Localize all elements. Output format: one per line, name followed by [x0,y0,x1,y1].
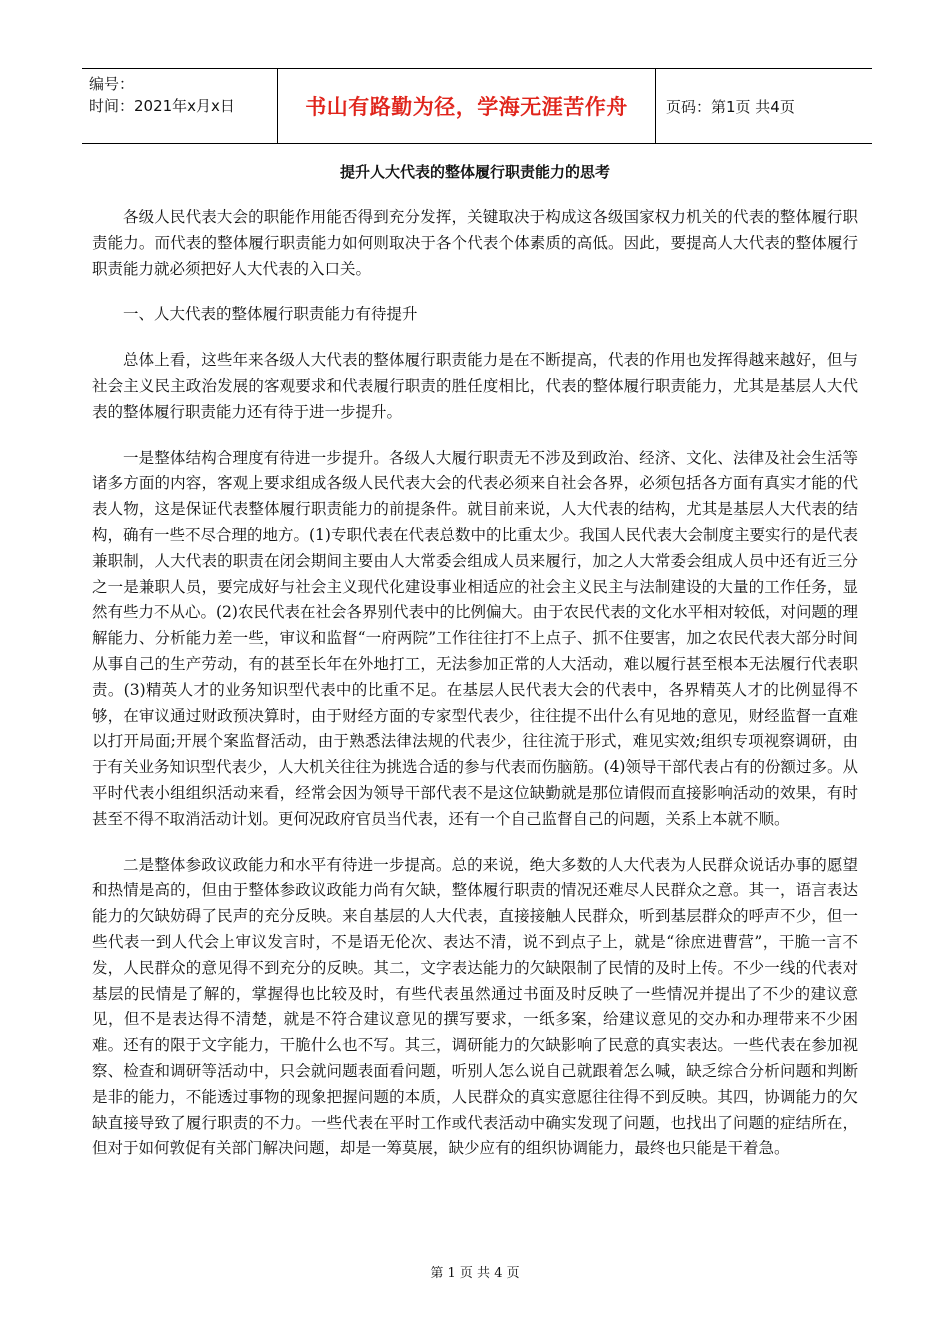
document-title: 提升人大代表的整体履行职责能力的思考 [339,163,610,181]
section-heading-1: 一、人大代表的整体履行职责能力有待提升 [123,305,418,324]
header-page-cell [656,69,872,143]
paragraph-intro: 各级人民代表大会的职能作用能否得到充分发挥，关键取决于构成这各级国家权力机关的代表的整体履行职责能力。而代表的整体履行职责能力如何则取决于各个代表个体素质的高低。因此，要提高人大代表的整体履行职责能力就必须把好人大代表的入口关。 [92,208,858,278]
document-body [92,205,858,1182]
header-page-info: 页码：第1页 共4页 [666,97,795,116]
document-number-label: 编号： [89,75,135,93]
paragraph-overview: 总体上看，这些年来各级人大代表的整体履行职责能力是在不断提高，代表的作用也发挥得越来越好，但与社会主义民主政治发展的客观要求和代表履行职责的胜任度相比，代表的整体履行职责能力，尤其是基层人大代表的整体履行职责能力还有待于进一步提升。 [92,351,858,421]
page-footer: 第 1 页 共 4 页 [430,1266,520,1281]
paragraph-ability: 二是整体参政议政能力和水平有待进一步提高。总的来说，绝大多数的人大代表为人民群众说话办事的愿望和热情是高的，但由于整体参政议政能力尚有欠缺，整体履行职责的情况还难尽人民群众之意。其一，语言表达能力的欠缺妨碍了民声的充分反映。来自基层的人大代表，直接接触人民群众，听到基层群众的呼声不少，但一些代表一到人代会上审议发言时，不是语无伦次、表达不清，说不到点子上，就是“徐庶进曹营”，干脆一言不发，人民群众的意见得不到充分的反映。其二，文字表达能力的欠缺限制了民情的及时上传。不少一线的代表对基层的民情是了解的，掌握得也比较及时，有些代表虽然通过书面及时反映了一些情况并提出了不少的建议意见，但不是表达得不清楚，就是不符合建议意见的撰写要求，一纸多案，给建议意见的交办和办理带来不少困难。还有的限于文字能力，干脆什么也不写。其三，调研能力的欠缺影响了民意的真实表达。一些代表在参加视察、检查和调研等活动中，只会就问题表面看问题，听别人怎么说自己就跟着怎么喊，缺乏综合分析问题和判断是非的能力，不能透过事物的现象把握问题的本质，人民群众的真实意愿往往得不到反映。其四，协调能力的欠缺直接导致了履行职责的不力。一些代表在平时工作或代表活动中确实发现了问题，也找出了问题的症结所在，但对于如何敦促有关部门解决问题，却是一筹莫展，缺少应有的组织协调能力，最终也只能是干着急。 [92,855,858,1158]
header-motto: 书山有路勤为径，学海无涯苦作舟 [305,95,628,119]
document-date: 时间：2021年x月x日 [89,97,235,115]
paragraph-structure: 一是整体结构合理度有待进一步提升。各级人大履行职责无不涉及到政治、经济、文化、法律及社会生活等诸多方面的内容，客观上要求组成各级人民代表大会的代表必须来自社会各界，必须包括各方面有真实才能的代表人物，这是保证代表整体履行职责能力的前提条件。就目前来说，人大代表的结构，尤其是基层人大代表的结构，确有一些不尽合理的地方。(1)专职代表在代表总数中的比重太少。我国人民代表大会制度主要实行的是代表兼职制，人大代表的职责在闭会期间主要由人大常委会组成人员来履行，加之人大常委会组成人员中还有近三分之一是兼职人员，要完成好与社会主义现代化建设事业相适应的社会主义民主与法制建设的大量的工作任务，显然有些力不从心。(2)农民代表在社会各界别代表中的比例偏大。由于农民代表的文化水平相对较低，对问题的理解能力、分析能力差一些，审议和监督“一府两院”工作往往打不上点子、抓不住要害，加之农民代表大部分时间从事自己的生产劳动，有的甚至长年在外地打工，无法参加正常的人大活动，难以履行甚至根本无法履行代表职责。(3)精英人才的业务知识型代表中的比重不足。在基层人民代表大会的代表中，各界精英人才的比例显得不够，在审议通过财政预决算时，由于财经方面的专家型代表少，往往提不出什么有见地的意见，财经监督一直难以打开局面;开展个案监督活动，由于熟悉法律法规的代表少，往往流于形式，难见实效;组织专项视察调研，由于有关业务知识型代表少，人大机关往往为挑选合适的参与代表而伤脑筋。(4)领导干部代表占有的份额过多。从平时代表小组组织活动来看，经常会因为领导干部代表不是这位缺勤就是那位请假而直接影响活动的效果，有时甚至不得不取消活动计划。更何况政府官员当代表，还有一个自己监督自己的问题，关系上本就不顺。 [92,448,858,828]
header-info-cell [82,69,278,143]
header-motto-cell [278,69,656,143]
page-header [82,68,872,144]
